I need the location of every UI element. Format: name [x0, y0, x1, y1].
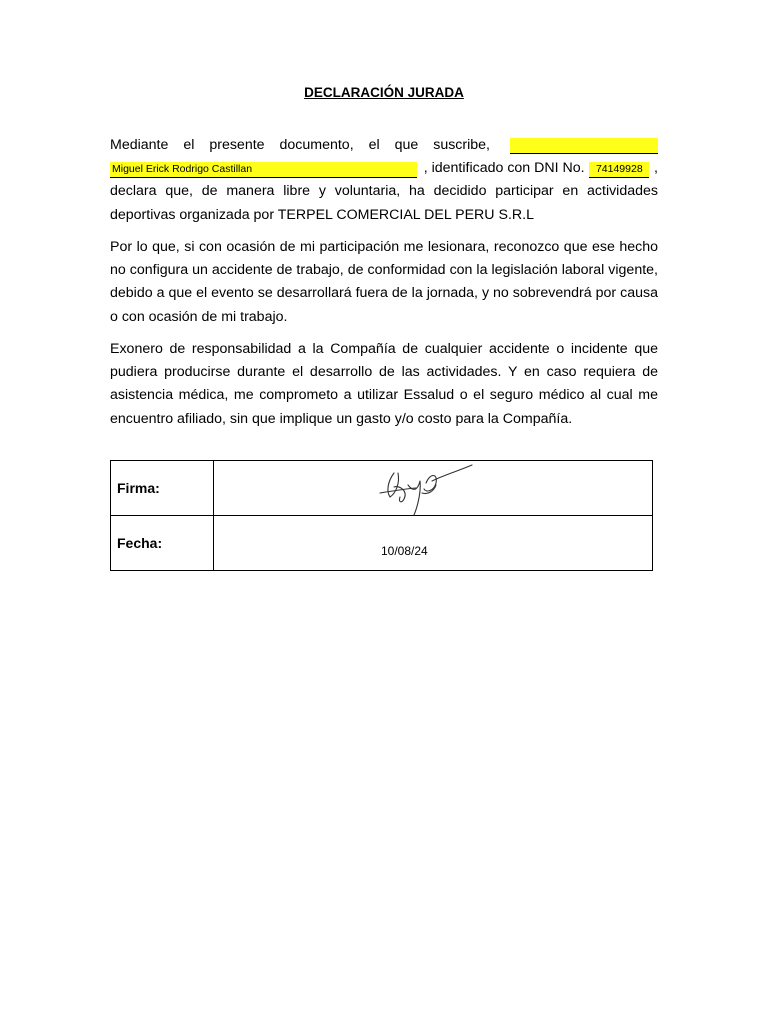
declarant-line-2 [110, 157, 658, 180]
declarant-line-1 [110, 134, 658, 157]
document-title: DECLARACIÓN JURADA [304, 85, 464, 100]
firma-cell [214, 461, 653, 516]
fecha-row [111, 516, 653, 571]
declarant-line-4: deportivas organizada por TERPEL COMERCIAL DEL PERU S.R.L [110, 206, 534, 223]
dni-field: 74149928 [589, 162, 649, 178]
paragraph-exoneration: Exonero de responsabilidad a la Compañía de cualquier accidente o incidente que pudiera producirse durante el desarrollo de las actividades. Y en caso requiera de asistencia médica, me comprometo a utilizar Essalud o el seguro médico al cual me encuentro afiliado, sin que implique un gasto y/o costo para la Compañía. [110, 341, 658, 427]
handwritten-signature [374, 463, 474, 519]
intro-word: el [183, 137, 195, 153]
intro-word: presente [209, 137, 265, 153]
paragraph-accident: Por lo que, si con ocasión de mi participación me lesionara, reconozco que ese hecho no configura un accidente de trabajo, de conformidad con la legislación laboral vigente, debido a que el evento se desarrollará fuera de la jornada, y no sobrevendrá por causa o con ocasión de mi trabajo. [110, 239, 658, 325]
dni-prefix-text: , identificado con DNI No. [423, 160, 585, 177]
intro-word: que [394, 137, 419, 153]
signature-table [110, 460, 653, 571]
fecha-value: 10/08/24 [381, 544, 428, 558]
firma-row [111, 461, 653, 516]
paragraph-declarant [110, 134, 658, 227]
intro-word: Mediante [110, 137, 169, 153]
intro-word: suscribe, [433, 137, 490, 153]
firma-label: Firma: [111, 461, 214, 516]
intro-word: documento, [279, 137, 354, 153]
declarant-line-3: declara que, de manera libre y voluntaria, ha decidido participar en actividades [110, 183, 658, 200]
declarant-name-field: Miguel Erick Rodrigo Castillan [110, 162, 417, 178]
intro-text [110, 134, 490, 157]
fecha-cell [214, 516, 653, 571]
intro-word: el [368, 137, 380, 153]
blank-highlight-field [510, 138, 658, 154]
dni-suffix-text: , [654, 160, 658, 177]
fecha-label: Fecha: [111, 516, 214, 571]
